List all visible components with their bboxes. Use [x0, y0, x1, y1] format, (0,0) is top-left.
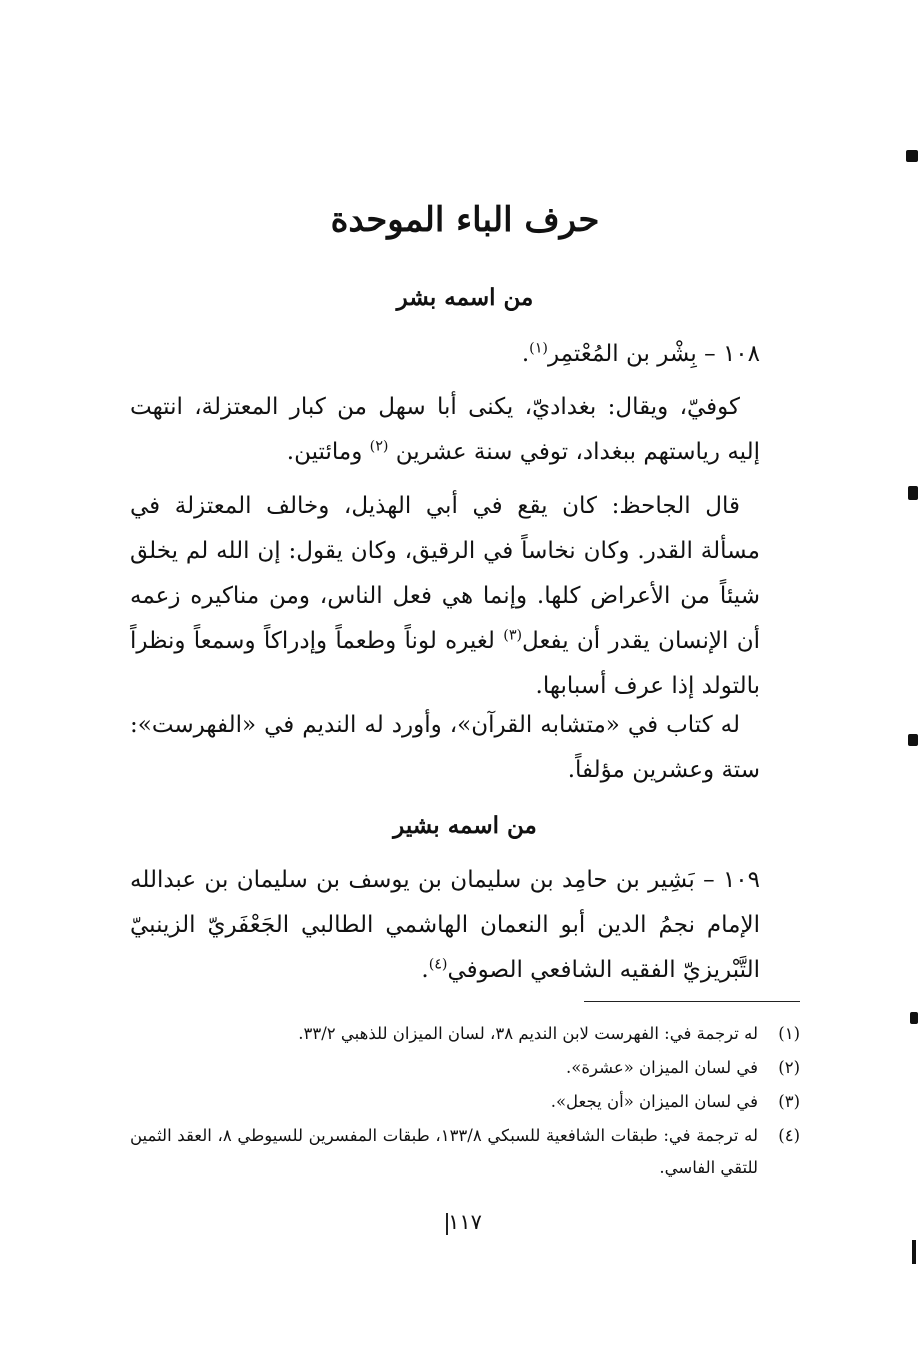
scan-edge-mark — [908, 734, 918, 746]
footnote-item — [130, 1018, 800, 1050]
scan-edge-mark — [912, 1240, 916, 1264]
footnote-number: (١) — [778, 1024, 800, 1043]
entry-name: بِشْر بن المُعْتمِر — [547, 341, 697, 367]
paragraph-text: . — [421, 957, 429, 983]
entry-end: . — [521, 341, 530, 367]
paragraph-text: ١٠٩ – بَشِير بن حامِد بن سليمان بن يوسف بن سليمان بن عبدالله الإمام نجمُ الدين أبو النعمان الهاشمي الطالبي الجَعْفَريّ الزينبيّ التَّبْريزيّ الفقيه الشافعي الصوفي — [130, 867, 760, 983]
footnote-separator — [584, 1001, 800, 1002]
footnote-text: له ترجمة في: الفهرست لابن النديم ٣٨، لسان الميزان للذهبي ٣٣/٢. — [298, 1024, 758, 1043]
paragraph-bio-1 — [130, 385, 760, 475]
paragraph-text: ومائتين. — [286, 439, 363, 465]
entry-dash: – — [704, 341, 716, 367]
entry-109-paragraph — [130, 858, 760, 993]
footnote-text: له ترجمة في: طبقات الشافعية للسبكي ١٣٣/٨، طبقات المفسرين للسيوطي ٨، العقد الثمين للتقي الفاسي. — [130, 1126, 758, 1177]
footnote-number: (٢) — [778, 1058, 800, 1077]
paragraph-text: لغيره لوناً وطعماً وإدراكاً وسمعاً ونظراً بالتولد إذا عرف أسبابها. — [130, 628, 760, 699]
entry-number: ١٠٨ — [722, 341, 760, 367]
footnote-text: في لسان الميزان «عشرة». — [566, 1058, 758, 1077]
scan-edge-mark — [910, 1012, 918, 1024]
section-heading-bishr: من اسمه بشر — [396, 284, 534, 311]
paragraph-text: له كتاب في «متشابه القرآن»، وأورد له النديم في «الفهرست»: ستة وعشرين مؤلفاً. — [130, 712, 760, 783]
footnote-ref: (١) — [529, 340, 548, 357]
footnote-item — [130, 1086, 800, 1118]
scan-edge-mark — [908, 486, 918, 500]
chapter-title: حرف الباء الموحدة — [330, 200, 600, 240]
paragraph-works — [130, 703, 760, 793]
section-heading-bashir: من اسمه بشير — [393, 812, 537, 839]
footnote-item — [130, 1052, 800, 1084]
paragraph-text: كوفيّ، ويقال: بغداديّ، يكنى أبا سهل من كبار المعتزلة، انتهت إليه رياستهم ببغداد، توفي سنة عشرين — [130, 394, 760, 465]
footnote-number: (٤) — [778, 1126, 800, 1145]
footnote-text: في لسان الميزان «أن يجعل». — [550, 1092, 758, 1111]
footnote-ref: (٤) — [428, 956, 448, 973]
footnotes — [130, 1018, 800, 1186]
footnote-number: (٣) — [778, 1092, 800, 1111]
paragraph-text: قال الجاحظ: كان يقع في أبي الهذيل، وخالف المعتزلة في مسألة القدر. وكان نخاساً في الرقيق، وكان يقول: إن الله لم يخلق شيئاً من الأعراض كلها. وإنما هي فعل الناس، ومن مناكيره زعمه أن الإنسان يقدر أن يفعل — [130, 493, 760, 654]
footnote-ref: (٣) — [503, 627, 523, 644]
page-number-text: ١١٧ — [448, 1210, 482, 1234]
entry-108-heading — [130, 334, 760, 374]
page-number — [0, 1206, 918, 1238]
paragraph-jahiz-quote — [130, 484, 760, 709]
footnote-ref: (٢) — [369, 438, 389, 455]
footnote-item — [130, 1120, 800, 1184]
scan-edge-mark — [906, 150, 918, 162]
